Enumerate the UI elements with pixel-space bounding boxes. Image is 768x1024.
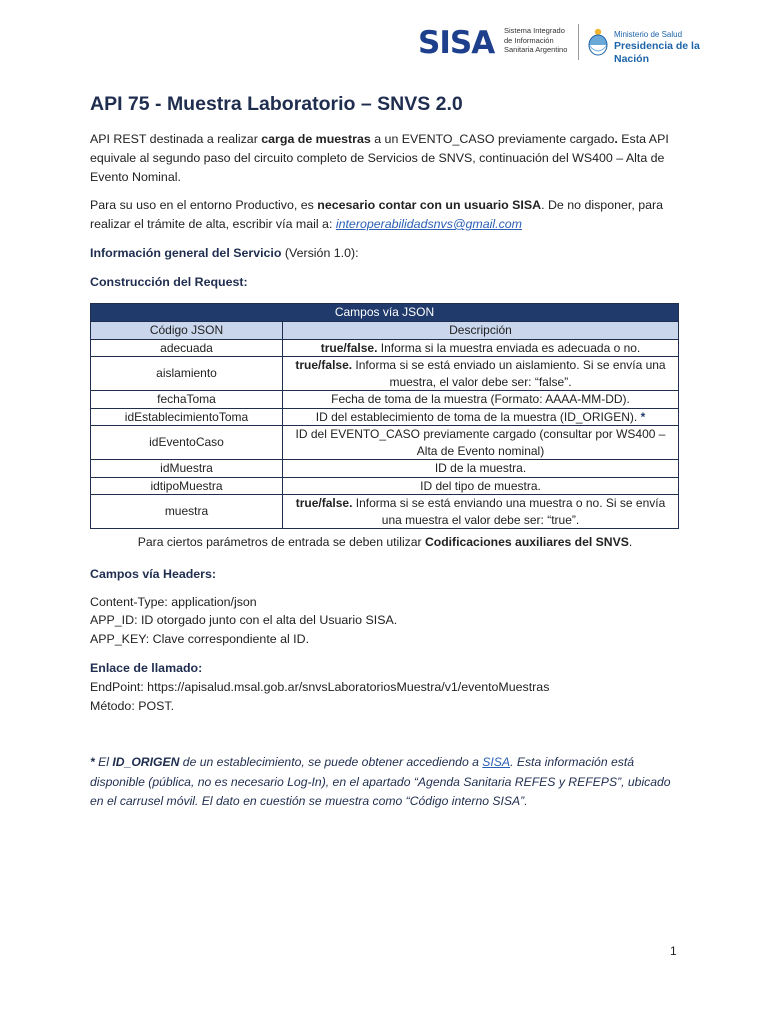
- text: de un establecimiento, se puede obtener accediendo a: [179, 755, 483, 769]
- code-cell: adecuada: [91, 339, 283, 357]
- text: ID del establecimiento de toma de la muestra (ID_ORIGEN).: [315, 409, 641, 424]
- footnote-marker: *: [90, 755, 95, 769]
- text-bold: Codificaciones auxiliares del SNVS: [424, 535, 629, 549]
- description-cell: [283, 460, 679, 478]
- text: .: [628, 535, 633, 549]
- sisa-subtitle-line: Sistema Integrado: [504, 26, 565, 35]
- code-cell: aislamiento: [91, 357, 283, 391]
- text: ID del EVENTO_CASO previamente cargado (consultar por WS400 – Alta de Evento nominal): [295, 427, 666, 458]
- description-cell: [283, 477, 679, 495]
- header-line: Content-Type: application/json: [90, 595, 257, 609]
- header-line: APP_ID: ID otorgado junto con el alta del Usuario SISA.: [90, 613, 398, 627]
- info-version: (Versión 1.0):: [281, 246, 359, 260]
- intro-paragraph: [90, 130, 680, 187]
- ministry-line: Ministerio de Salud: [614, 30, 683, 39]
- text: Informa si se está enviado un aislamiento. Si se envía una muestra, el valor debe ser: “false”.: [352, 358, 666, 389]
- page-number: 1: [670, 944, 677, 958]
- page-title: API 75 - Muestra Laboratorio – SNVS 2.0: [90, 93, 463, 115]
- description-cell: [283, 357, 679, 391]
- text: Fecha de toma de la muestra (Formato: AAAA-MM-DD).: [331, 392, 630, 406]
- table-row: [91, 477, 679, 495]
- coat-of-arms-icon: [586, 27, 610, 57]
- sisa-link[interactable]: SISA: [482, 755, 511, 769]
- description-cell: [283, 391, 679, 409]
- sisa-logo-text: SISA: [418, 25, 495, 61]
- sisa-logo: [418, 26, 494, 60]
- ministry-text: [614, 30, 728, 66]
- table-row: [91, 339, 679, 357]
- text-bold: true/false.: [295, 496, 353, 510]
- table-row: [91, 426, 679, 460]
- json-fields-table: [90, 303, 679, 529]
- headers-heading: Campos vía Headers:: [90, 567, 217, 581]
- table-title: Campos vía JSON: [91, 304, 679, 322]
- method-line: Método: POST.: [90, 699, 175, 713]
- footnote-marker: *: [640, 409, 646, 424]
- code-cell: idEventoCaso: [91, 426, 283, 460]
- text: Para ciertos parámetros de entrada se deben utilizar: [137, 535, 425, 549]
- text: . De no disponer, para realizar el trámite de alta, escribir vía mail a:: [90, 198, 663, 231]
- table-header-row: [91, 322, 679, 340]
- sisa-subtitle-line: Sanitaria Argentino: [504, 45, 568, 54]
- table-title-row: [91, 304, 679, 322]
- text-bold: ID_ORIGEN: [112, 755, 180, 769]
- presidency-line: Presidencia de la Nación: [614, 40, 700, 65]
- info-line: [90, 244, 680, 263]
- text: Para su uso en el entorno Productivo, es: [90, 198, 318, 212]
- text-bold: carga de muestras: [261, 132, 371, 146]
- table-row: [91, 495, 679, 529]
- text: . Esta información está disponible (pública, no es necesario Log-In), en el apartado “Agenda Sanitaria REFES y REFEPS”, ubicado en el carrusel móvil. El dato en cuestión se muestra como “Código interno SISA”.: [90, 755, 671, 808]
- header-divider: [578, 24, 579, 60]
- text: ID de la muestra.: [434, 461, 527, 475]
- code-cell: idtipoMuestra: [91, 477, 283, 495]
- email-link[interactable]: interoperabilidadsnvs@gmail.com: [335, 217, 522, 231]
- description-cell: [283, 408, 679, 426]
- column-header: Descripción: [283, 322, 679, 340]
- endpoint-line: EndPoint: https://apisalud.msal.gob.ar/snvsLaboratoriosMuestra/v1/eventoMuestras: [90, 680, 550, 694]
- request-heading: Construcción del Request:: [90, 275, 248, 289]
- header-line: APP_KEY: Clave correspondiente al ID.: [90, 632, 310, 646]
- table-row: [91, 391, 679, 409]
- usage-paragraph: [90, 196, 680, 234]
- text-bold: true/false.: [320, 340, 378, 355]
- text-bold: .: [614, 132, 618, 146]
- description-cell: [283, 339, 679, 357]
- sisa-subtitle: [504, 26, 584, 55]
- column-header: Código JSON: [91, 322, 283, 340]
- text-bold: true/false.: [295, 358, 353, 372]
- text: Informa si la muestra enviada es adecuada o no.: [377, 340, 641, 355]
- aux-codes-note: [90, 535, 680, 549]
- code-cell: fechaToma: [91, 391, 283, 409]
- table-row: [91, 408, 679, 426]
- description-cell: [283, 426, 679, 460]
- code-cell: idEstablecimientoToma: [91, 408, 283, 426]
- text-bold: necesario contar con un usuario SISA: [317, 198, 542, 212]
- text: API REST destinada a realizar: [90, 132, 262, 146]
- call-heading: Enlace de llamado:: [90, 661, 203, 675]
- description-cell: [283, 495, 679, 529]
- text: El: [94, 755, 113, 769]
- footnote: [90, 753, 680, 812]
- sisa-subtitle-line: de Información: [504, 35, 554, 45]
- code-cell: idMuestra: [91, 460, 283, 478]
- text: Informa si se está enviando una muestra o no. Si se envía una muestra el valor debe ser: “true”.: [352, 496, 666, 527]
- text: a un EVENTO_CASO previamente cargado: [370, 132, 615, 146]
- code-cell: muestra: [91, 495, 283, 529]
- text: Esta API equivale al segundo paso del circuito completo de Servicios de SNVS, continuación del WS400 – Alta de Evento Nominal.: [90, 132, 669, 184]
- page-header: [418, 24, 728, 65]
- table-row: [91, 357, 679, 391]
- text: ID del tipo de muestra.: [420, 478, 541, 493]
- info-heading: Información general del Servicio: [90, 246, 282, 260]
- table-row: [91, 460, 679, 478]
